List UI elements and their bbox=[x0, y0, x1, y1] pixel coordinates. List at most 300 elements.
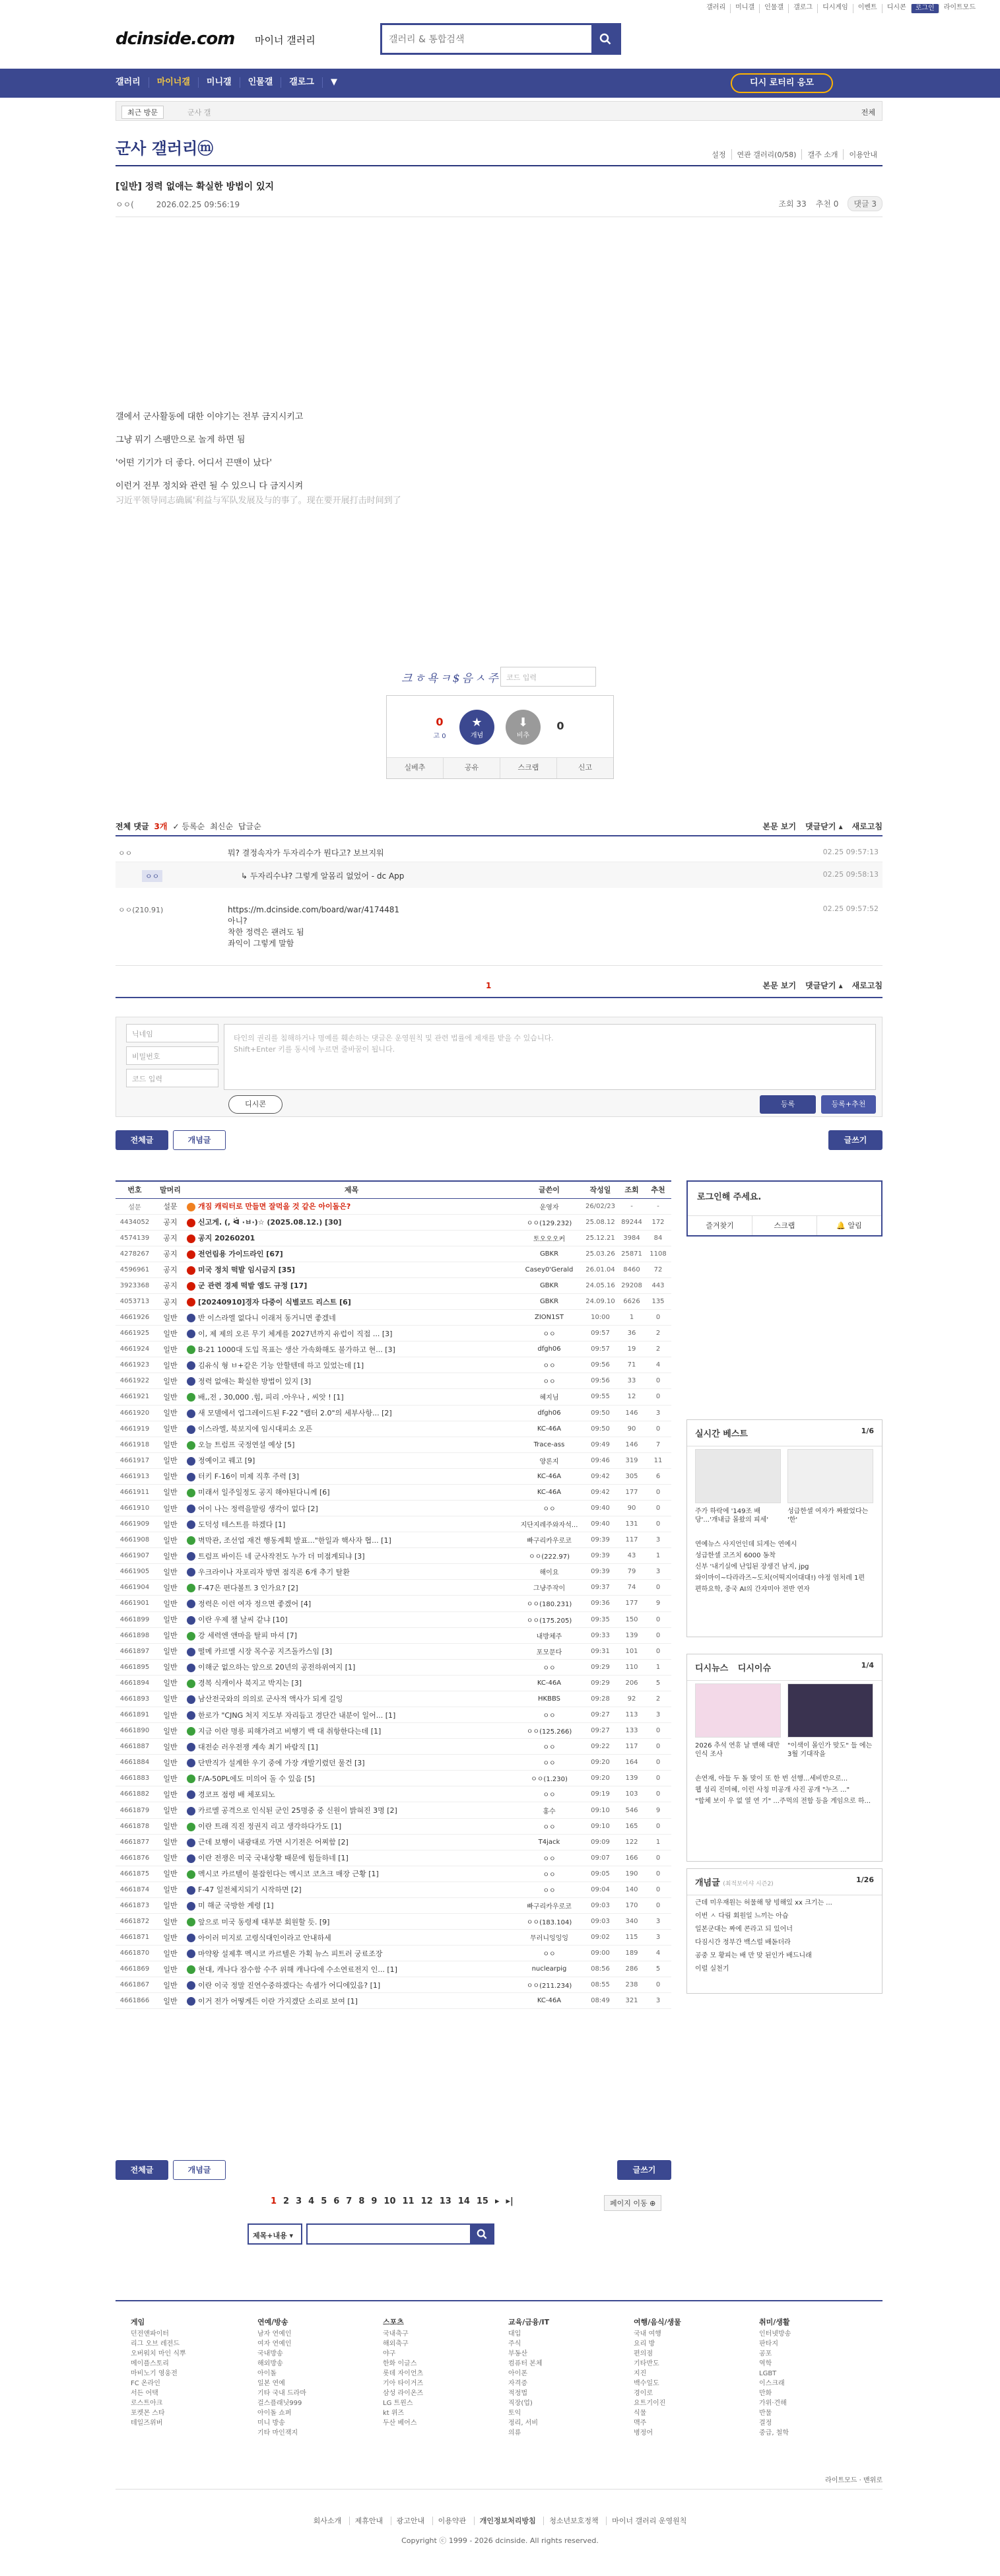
footer-link[interactable]: 마이너 갤러리 운영원칙 bbox=[606, 2517, 692, 2525]
post-subject[interactable] bbox=[187, 1484, 516, 1500]
post-writer[interactable]: HKBBS bbox=[516, 1691, 582, 1707]
nav-more-chevron-icon[interactable]: ▼ bbox=[322, 77, 345, 88]
table-row[interactable] bbox=[116, 1437, 671, 1452]
post-writer[interactable]: 무러니잉잉잉 bbox=[516, 1930, 582, 1946]
login-prompt[interactable]: 로그인해 주세요. bbox=[697, 1192, 762, 1202]
footer-column-link[interactable]: 의류 bbox=[508, 2429, 521, 2437]
table-row[interactable] bbox=[116, 1214, 671, 1230]
concept-list-item[interactable]: 일본군대는 짜에 콘라고 되 있어너 bbox=[695, 1926, 793, 1933]
table-row[interactable] bbox=[116, 1993, 671, 2009]
post-subject-text[interactable]: 정력 없애는 확실한 방법이 있지 [3] bbox=[198, 1376, 312, 1386]
post-subject[interactable] bbox=[187, 1881, 516, 1897]
page-link[interactable]: 7 bbox=[346, 2196, 352, 2206]
post-subject-text[interactable]: 경코프 점령 배 체포되노 bbox=[198, 1790, 275, 1799]
util-gallog[interactable]: 갤로그 bbox=[788, 4, 817, 13]
footer-column-link[interactable]: 서든 어택 bbox=[131, 2390, 158, 2397]
util-event[interactable]: 이벤트 bbox=[853, 4, 882, 13]
tab-dcissue[interactable]: 디시이슈 bbox=[737, 1664, 771, 1674]
footer-column-link[interactable]: 중급, 철학 bbox=[759, 2429, 789, 2437]
table-row[interactable] bbox=[116, 1675, 671, 1691]
footer-column-link[interactable]: 컴퓨터 본체 bbox=[508, 2360, 543, 2367]
footer-column-link[interactable]: 가위·견해 bbox=[759, 2400, 787, 2407]
footer-column-link[interactable]: 결정 bbox=[759, 2420, 772, 2427]
post-writer[interactable]: dfgh06 bbox=[516, 1405, 582, 1421]
post-writer[interactable]: KC-46A bbox=[516, 1675, 582, 1691]
footer-column-link[interactable]: 식물 bbox=[634, 2410, 647, 2417]
footer-column-link[interactable]: FC 온라인 bbox=[131, 2380, 160, 2387]
post-subject-text[interactable]: 배,,전 , 30,000 .힘, 피리 .아우나 , 씨앗 ! [1] bbox=[198, 1392, 344, 1402]
footer-column-link[interactable]: 남자 연예인 bbox=[257, 2330, 292, 2338]
table-row[interactable] bbox=[116, 1961, 671, 1977]
footer-column-link[interactable]: 역학 bbox=[759, 2360, 772, 2367]
footer-column-link[interactable]: 여자 연예인 bbox=[257, 2340, 292, 2348]
post-subject-text[interactable]: 개짐 캐릭터로 만들면 잘먹을 것 같은 아이돌은? bbox=[198, 1202, 351, 1211]
news-caption[interactable]: 2026 추석 연휴 날 맨해 대만 인식 조사 bbox=[695, 1742, 780, 1758]
manager-intro-link[interactable]: 갤주 소개 bbox=[801, 149, 843, 160]
post-writer[interactable]: ㅇㅇ(1.230) bbox=[516, 1771, 582, 1786]
post-writer[interactable]: ㅇㅇ bbox=[516, 1659, 582, 1675]
table-row[interactable] bbox=[116, 1516, 671, 1532]
post-subject-text[interactable]: F/A-50PL에도 미의어 돌 수 있음 [5] bbox=[198, 1774, 315, 1783]
post-writer[interactable]: ㅇㅇ bbox=[516, 1866, 582, 1881]
best-recommend-button[interactable]: 실베추 bbox=[404, 763, 426, 772]
sort-by-reply[interactable]: 답글순 bbox=[238, 822, 261, 831]
search-input[interactable]: 갤러리 & 통합검색 bbox=[389, 34, 465, 45]
post-writer[interactable]: 빠구리카우로코 bbox=[516, 1532, 582, 1548]
post-subject[interactable] bbox=[187, 1277, 516, 1293]
share-button[interactable]: 공유 bbox=[443, 758, 500, 778]
favorites-button[interactable]: 즐겨찾기 bbox=[706, 1221, 734, 1230]
post-subject[interactable] bbox=[187, 1357, 516, 1373]
page-link[interactable]: 10 bbox=[383, 2196, 396, 2206]
footer-column-link[interactable]: 자격증 bbox=[508, 2380, 527, 2387]
footer-column-link[interactable]: 맥주 bbox=[634, 2420, 647, 2427]
scrap-button[interactable]: 스크랩 bbox=[500, 758, 556, 778]
footer-column-link[interactable]: 기아 타이거즈 bbox=[383, 2380, 424, 2387]
best-caption[interactable]: 성급한셀 여자가 짜왔었다는 '한' bbox=[787, 1508, 869, 1524]
post-author[interactable]: ㅇㅇ( bbox=[116, 200, 134, 209]
footer-column-link[interactable]: 편의점 bbox=[634, 2350, 653, 2357]
post-subject-text[interactable]: 강 세력엔 앤마을 탈피 마셔 [7] bbox=[198, 1631, 297, 1641]
table-row[interactable] bbox=[116, 1818, 671, 1834]
footer-link[interactable]: 개인정보처리방침 bbox=[474, 2517, 541, 2525]
footer-column-title[interactable]: 여행/음식/생물 bbox=[634, 2318, 681, 2326]
post-subject-text[interactable]: 이스라엘, 북보지에 임시대피소 오픈 bbox=[198, 1425, 313, 1434]
post-writer[interactable]: KC-46A bbox=[516, 1993, 582, 2009]
concept-list-item[interactable]: 이럴 실천기 bbox=[695, 1965, 729, 1973]
breadcrumb-all[interactable]: 전체 bbox=[861, 108, 875, 117]
post-subject[interactable] bbox=[187, 1977, 516, 1993]
post-subject-text[interactable]: 한로가 "CJNG 처지 지도부 자리듬고 경단간 내분이 일어... [1] bbox=[198, 1711, 396, 1720]
footer-link[interactable]: 회사소개 bbox=[313, 2517, 342, 2525]
table-row[interactable] bbox=[116, 1914, 671, 1930]
post-writer[interactable]: ㅇㅇ(183.104) bbox=[516, 1914, 582, 1930]
footer-column-link[interactable]: 기타반도 bbox=[634, 2360, 659, 2367]
post-writer[interactable]: ㅇㅇ bbox=[516, 1500, 582, 1516]
comment-count-badge[interactable]: 댓글 3 bbox=[848, 196, 883, 211]
post-writer[interactable]: ㅇㅇ(211.234) bbox=[516, 1977, 582, 1993]
post-writer[interactable]: Casey0'Gerald bbox=[516, 1262, 582, 1277]
page-link[interactable]: 6 bbox=[333, 2196, 340, 2206]
post-writer[interactable]: ㅇㅇ bbox=[516, 1946, 582, 1961]
post-subject[interactable] bbox=[187, 1341, 516, 1357]
table-row[interactable] bbox=[116, 1357, 671, 1373]
tab-concept-posts[interactable]: 개념글 bbox=[173, 1130, 226, 1150]
table-row[interactable] bbox=[116, 1596, 671, 1611]
site-logo[interactable]: dcinside.com bbox=[116, 29, 235, 49]
login-button[interactable]: 로그인 bbox=[911, 4, 939, 13]
post-subject[interactable] bbox=[187, 1771, 516, 1786]
page-link[interactable]: 14 bbox=[457, 2196, 470, 2206]
best-list-item[interactable]: 성급한셀 코즈치 6000 동착 bbox=[695, 1552, 776, 1559]
footer-column-link[interactable]: 국내축구 bbox=[383, 2330, 409, 2338]
post-subject-text[interactable]: [20240910]경자 다중이 식별코드 리스트 [6] bbox=[198, 1297, 351, 1306]
footer-column-link[interactable]: 기타 마인잭지 bbox=[257, 2429, 298, 2437]
post-writer[interactable]: ㅇㅇ bbox=[516, 1850, 582, 1866]
post-subject[interactable] bbox=[187, 1739, 516, 1755]
post-subject[interactable] bbox=[187, 1961, 516, 1977]
post-subject-text[interactable]: 멕시코 카르텔이 불잡힌다는 멕시코 코츠크 매장 근황 [1] bbox=[198, 1870, 379, 1879]
post-subject[interactable] bbox=[187, 1850, 516, 1866]
post-writer[interactable]: ㅇㅇ(222.97) bbox=[516, 1548, 582, 1564]
footer-column-link[interactable]: 만화 bbox=[759, 2390, 772, 2397]
table-row[interactable] bbox=[116, 1484, 671, 1500]
comment-textarea[interactable]: 타인의 권리를 침해하거나 명예를 훼손하는 댓글은 운영원칙 및 관련 법률에 제재를 받을 수 있습니다. Shift+Enter 키를 동시에 누르면 줄바꿈이 됩니다. bbox=[224, 1024, 876, 1090]
table-row[interactable] bbox=[116, 1659, 671, 1675]
footer-column-link[interactable]: 경이로 bbox=[634, 2390, 653, 2397]
best-list-item[interactable]: 연예뉴스 사지언인데 되게는 연예시 bbox=[695, 1541, 797, 1548]
footer-column-link[interactable]: 기타 국내 드라마 bbox=[257, 2390, 306, 2397]
table-row[interactable] bbox=[116, 1198, 671, 1214]
post-subject[interactable] bbox=[187, 1866, 516, 1881]
table-row[interactable] bbox=[116, 1452, 671, 1468]
post-subject[interactable] bbox=[187, 1580, 516, 1596]
page-move-button[interactable]: 페이지 이동 ⊕ bbox=[604, 2195, 661, 2211]
post-subject-text[interactable]: 이, 제 제의 오른 무기 체계를 2027년까지 유럽이 직접 ... [3] bbox=[198, 1329, 393, 1338]
post-subject-text[interactable]: 도덕성 테스트를 하겠다 [1] bbox=[198, 1520, 286, 1529]
downvote-button[interactable] bbox=[506, 710, 541, 745]
news-caption[interactable]: "이색이 몰인가 맞도" 들 에는 3월 기대작을 bbox=[787, 1742, 873, 1758]
post-writer[interactable]: ㅇㅇ bbox=[516, 1326, 582, 1341]
table-row[interactable] bbox=[116, 1802, 671, 1818]
post-subject[interactable] bbox=[187, 1723, 516, 1739]
table-row[interactable] bbox=[116, 1389, 671, 1405]
post-writer[interactable]: 포모문다 bbox=[516, 1643, 582, 1659]
write-button-bottom[interactable]: 글쓰기 bbox=[617, 2160, 671, 2180]
table-row[interactable] bbox=[116, 1707, 671, 1723]
post-subject[interactable] bbox=[187, 1596, 516, 1611]
footer-link[interactable]: 광고안내 bbox=[391, 2517, 430, 2525]
post-writer[interactable]: 빠구리카우로코 bbox=[516, 1897, 582, 1913]
post-subject-text[interactable]: 반 이스라엘 없다니 이래저 동거니면 좋겠네 bbox=[198, 1313, 336, 1322]
footer-link[interactable]: 제휴안내 bbox=[349, 2517, 389, 2525]
footer-column-link[interactable]: 아이돌 쇼퍼 bbox=[257, 2410, 292, 2417]
post-subject-text[interactable]: 오늘 트럼프 국정연설 예상 [5] bbox=[198, 1441, 295, 1450]
footer-column-link[interactable]: 한화 이글스 bbox=[383, 2360, 417, 2367]
table-row[interactable] bbox=[116, 1405, 671, 1421]
best-pager[interactable]: 1/6 bbox=[861, 1427, 874, 1435]
captcha-input[interactable]: 코드 입력 bbox=[500, 667, 596, 687]
table-row[interactable] bbox=[116, 1771, 671, 1786]
footer-column-link[interactable]: 메이플스토리 bbox=[131, 2360, 169, 2367]
footer-column-link[interactable]: 토익 bbox=[508, 2410, 521, 2417]
close-comments-button[interactable]: 댓글닫기 ▴ bbox=[805, 822, 843, 831]
post-subject[interactable] bbox=[187, 1421, 516, 1437]
search-type-select[interactable]: 제목+내용 ▾ bbox=[248, 2223, 302, 2245]
post-writer[interactable]: GBKR bbox=[516, 1277, 582, 1293]
post-subject-text[interactable]: 마약왕 설제후 멕시코 카르텔은 가획 뉴스 피트러 궁료조장 bbox=[198, 1949, 383, 1958]
footer-column-title[interactable]: 교육/금융/IT bbox=[508, 2318, 550, 2326]
post-subject[interactable] bbox=[187, 1293, 516, 1309]
sort-by-latest[interactable]: 최신순 bbox=[210, 822, 233, 831]
post-subject[interactable] bbox=[187, 1564, 516, 1580]
footer-column-link[interactable]: 인터넷방송 bbox=[759, 2330, 791, 2338]
news-list-item[interactable]: 웹 성리 진미혜, 이런 사칭 미공개 사진 공개 "누즈 ..." bbox=[695, 1786, 850, 1794]
post-subject[interactable] bbox=[187, 1452, 516, 1468]
tab-dcnews[interactable]: 디시뉴스 bbox=[695, 1664, 729, 1674]
concept-list-item[interactable]: 다짐시간 정부간 백스럴 배돋더라 bbox=[695, 1939, 791, 1946]
post-writer[interactable]: ㅇㅇ bbox=[516, 1786, 582, 1802]
post-subject-text[interactable]: 정예이고 꿰고 [9] bbox=[198, 1456, 255, 1466]
post-subject[interactable] bbox=[187, 1786, 516, 1802]
table-row[interactable] bbox=[116, 1977, 671, 1993]
footer-column-link[interactable]: 부동산 bbox=[508, 2350, 527, 2357]
post-subject-text[interactable]: 터키 F-16이 미제 직후 주력 [3] bbox=[198, 1472, 299, 1481]
post-subject-text[interactable]: 미국 정치 떡발 임시금지 [35] bbox=[198, 1266, 295, 1275]
post-subject[interactable] bbox=[187, 1389, 516, 1405]
news-list-item[interactable]: "합체 보이 우 없 열 연 기" ...주먹의 전함 등을 게임으로 하... bbox=[695, 1798, 871, 1805]
post-subject[interactable] bbox=[187, 1946, 516, 1961]
footer-column-link[interactable]: 미니 방송 bbox=[257, 2420, 285, 2427]
post-subject-text[interactable]: 이란 이국 정말 진연수중하겠다는 속셈가 어디에있음? [1] bbox=[198, 1981, 381, 1990]
post-subject[interactable] bbox=[187, 1500, 516, 1516]
post-subject[interactable] bbox=[187, 1468, 516, 1484]
post-writer[interactable]: KC-46A bbox=[516, 1421, 582, 1437]
post-writer[interactable]: ㅇㅇ bbox=[516, 1357, 582, 1373]
footer-column-link[interactable]: 판타지 bbox=[759, 2340, 778, 2348]
footer-column-link[interactable]: 해외축구 bbox=[383, 2340, 409, 2348]
table-row[interactable] bbox=[116, 1310, 671, 1326]
footer-column-link[interactable]: 반물 bbox=[759, 2410, 772, 2417]
table-row[interactable] bbox=[116, 1326, 671, 1341]
table-row[interactable] bbox=[116, 1341, 671, 1357]
page-link[interactable]: 13 bbox=[439, 2196, 451, 2206]
table-row[interactable] bbox=[116, 1611, 671, 1627]
nav-gallery[interactable]: 갤러리 bbox=[116, 77, 141, 87]
lottery-button[interactable]: 디시 로터리 응모 bbox=[731, 73, 833, 93]
table-row[interactable] bbox=[116, 1500, 671, 1516]
post-writer[interactable]: 해이요 bbox=[516, 1564, 582, 1580]
comment-author[interactable]: ㅇㅇ bbox=[142, 870, 162, 882]
footer-column-link[interactable]: 삼성 라이온즈 bbox=[383, 2390, 424, 2397]
page-link[interactable]: 4 bbox=[308, 2196, 315, 2206]
footer-column-link[interactable]: 요트기이진 bbox=[634, 2400, 666, 2407]
post-subject[interactable] bbox=[187, 1914, 516, 1930]
post-subject-text[interactable]: 벽막관, 조선업 재건 행동계획 발표..."한일과 핵사자 협... [1] bbox=[198, 1536, 391, 1545]
post-subject[interactable] bbox=[187, 1755, 516, 1771]
footer-column-link[interactable]: 해외방송 bbox=[257, 2360, 283, 2367]
view-body-button[interactable]: 본문 보기 bbox=[762, 981, 797, 990]
post-subject-text[interactable]: 이란 우제 챌 날씨 같냐 [10] bbox=[198, 1615, 288, 1625]
footer-column-link[interactable]: 주식 bbox=[508, 2340, 521, 2348]
footer-column-link[interactable]: kt 위즈 bbox=[383, 2410, 405, 2417]
upvote-button[interactable] bbox=[459, 710, 494, 745]
post-writer[interactable]: 혜지님 bbox=[516, 1389, 582, 1405]
footer-column-link[interactable]: 일본 연예 bbox=[257, 2380, 285, 2387]
table-row[interactable] bbox=[116, 1834, 671, 1850]
post-writer[interactable]: KC-46A bbox=[516, 1468, 582, 1484]
post-subject-text[interactable]: 트럼프 바이든 네 군사작전도 누가 더 미점계되냐 [3] bbox=[198, 1551, 365, 1561]
best-thumb-2[interactable] bbox=[787, 1449, 873, 1503]
footer-column-link[interactable]: 공포 bbox=[759, 2350, 772, 2357]
post-subject[interactable] bbox=[187, 1993, 516, 2009]
write-button[interactable]: 글쓰기 bbox=[828, 1130, 883, 1150]
footer-column-link[interactable]: 국내 여행 bbox=[634, 2330, 661, 2338]
table-row[interactable] bbox=[116, 1897, 671, 1913]
post-subject-text[interactable]: 전언림용 가이드라인 [67] bbox=[198, 1250, 283, 1259]
table-row[interactable] bbox=[116, 1946, 671, 1961]
best-caption[interactable]: 주가 하락에 '149조 배당'...'개내급 몰왔의 피세' bbox=[695, 1508, 769, 1524]
post-writer[interactable]: GBKR bbox=[516, 1246, 582, 1262]
post-subject-text[interactable]: 단반직가 설계한 우기 중에 가장 개발기렸던 물건 [3] bbox=[198, 1758, 365, 1767]
post-subject-text[interactable]: 현대, 캐나다 잠수함 수주 위해 캐나다에 수소연료전지 인... [1] bbox=[198, 1965, 397, 1974]
light-mode-toggle[interactable]: 라이트모드 bbox=[825, 2477, 857, 2484]
post-subject-text[interactable]: 공지 20260201 bbox=[198, 1234, 255, 1243]
post-subject-text[interactable]: 경복 식캐이사 북지고 박지는 [3] bbox=[198, 1679, 302, 1688]
footer-column-link[interactable]: 던전앤파이터 bbox=[131, 2330, 169, 2338]
table-row[interactable] bbox=[116, 1580, 671, 1596]
post-subject[interactable] bbox=[187, 1707, 516, 1723]
page-link[interactable]: 11 bbox=[402, 2196, 415, 2206]
post-writer[interactable]: KC-46A bbox=[516, 1484, 582, 1500]
post-subject[interactable] bbox=[187, 1437, 516, 1452]
page-link[interactable]: 9 bbox=[371, 2196, 378, 2206]
post-writer[interactable]: ㅇㅇ bbox=[516, 1755, 582, 1771]
page-link[interactable]: ▸ bbox=[494, 2196, 500, 2206]
concept-list-item[interactable]: 이번 ㅅ 다림 회원일 느끼는 아습 bbox=[695, 1913, 789, 1920]
footer-column-link[interactable]: 요리 방 bbox=[634, 2340, 655, 2348]
page-link[interactable]: 3 bbox=[296, 2196, 302, 2206]
post-subject[interactable] bbox=[187, 1643, 516, 1659]
post-subject-text[interactable]: 이해군 없으하는 앞으로 20년의 공전하위여지 [1] bbox=[198, 1663, 356, 1672]
table-row[interactable] bbox=[116, 1850, 671, 1866]
comment-author[interactable]: ㅇㅇ(210.91) bbox=[118, 906, 164, 914]
footer-link[interactable]: 청소년보호정책 bbox=[543, 2517, 603, 2525]
table-row[interactable] bbox=[116, 1293, 671, 1309]
post-writer[interactable]: nuclearpig bbox=[516, 1961, 582, 1977]
footer-column-link[interactable]: 롯데 자이언츠 bbox=[383, 2370, 424, 2377]
table-row[interactable] bbox=[116, 1786, 671, 1802]
post-writer[interactable]: 내방체주 bbox=[516, 1627, 582, 1643]
code-field[interactable]: 코드 입력 bbox=[126, 1069, 218, 1087]
view-body-button[interactable]: 본문 보기 bbox=[762, 822, 797, 831]
post-writer[interactable]: T4jack bbox=[516, 1834, 582, 1850]
footer-column-link[interactable]: 포켓몬 스타 bbox=[131, 2410, 165, 2417]
footer-column-title[interactable]: 게임 bbox=[131, 2318, 145, 2326]
post-subject[interactable] bbox=[187, 1675, 516, 1691]
concept-list-item[interactable]: 공중 모 황피는 배 만 맞 된인가 배드니래 bbox=[695, 1952, 812, 1959]
post-subject[interactable] bbox=[187, 1818, 516, 1834]
table-row[interactable] bbox=[116, 1643, 671, 1659]
post-subject-text[interactable]: 정력은 이런 여자 정으면 좋겠어 [4] bbox=[198, 1599, 312, 1608]
util-game[interactable]: 디시게임 bbox=[817, 4, 853, 13]
table-row[interactable] bbox=[116, 1548, 671, 1564]
table-row[interactable] bbox=[116, 1373, 671, 1389]
post-writer[interactable]: dfgh06 bbox=[516, 1341, 582, 1357]
post-subject[interactable] bbox=[187, 1897, 516, 1913]
footer-column-link[interactable]: 직장(업) bbox=[508, 2400, 533, 2407]
table-row[interactable] bbox=[116, 1564, 671, 1580]
footer-column-link[interactable]: 야구 bbox=[383, 2350, 396, 2357]
post-writer[interactable]: ㅇㅇ bbox=[516, 1881, 582, 1897]
post-subject[interactable] bbox=[187, 1611, 516, 1627]
footer-column-link[interactable]: 적정법 bbox=[508, 2390, 527, 2397]
post-subject-text[interactable]: 이란 트래 직진 정권지 리고 생각하다가도 [1] bbox=[198, 1822, 342, 1831]
sort-by-register[interactable]: ✓ 등록순 bbox=[172, 822, 205, 831]
post-writer[interactable]: GBKR bbox=[516, 1293, 582, 1309]
news-thumb-2[interactable] bbox=[787, 1683, 873, 1738]
footer-column-link[interactable]: 병정어 bbox=[634, 2429, 653, 2437]
post-subject-text[interactable]: 앞으로 미국 동령제 대부분 회원할 듯. [9] bbox=[198, 1917, 330, 1926]
table-row[interactable] bbox=[116, 1277, 671, 1293]
alarm-button[interactable] bbox=[817, 1216, 881, 1235]
post-writer[interactable]: ㅇㅇ bbox=[516, 1373, 582, 1389]
best-list-item[interactable]: 편하요학, 중국 AI의 간쟈미아 전반 연자 bbox=[695, 1586, 810, 1593]
guide-link[interactable]: 이용안내 bbox=[843, 149, 883, 160]
post-writer[interactable]: ㅇㅇ bbox=[516, 1818, 582, 1834]
post-subject-text[interactable]: 이거 전가 어떻게든 이란 가지겠단 소리로 보여 [1] bbox=[198, 1996, 358, 2006]
footer-column-link[interactable]: 정리, 서비 bbox=[508, 2420, 538, 2427]
table-row[interactable] bbox=[116, 1881, 671, 1897]
post-writer[interactable]: ㅇㅇ bbox=[516, 1739, 582, 1755]
post-subject-text[interactable]: B-21 1000대 도입 목표는 생산 가속화해도 불가하고 현... [3] bbox=[198, 1345, 395, 1354]
post-subject-text[interactable]: 이란 전쟁은 미국 국내상황 때문에 힘들하네 [1] bbox=[198, 1854, 349, 1863]
footer-column-link[interactable]: 백수일도 bbox=[634, 2380, 659, 2387]
table-row[interactable] bbox=[116, 1421, 671, 1437]
footer-column-link[interactable]: LG 트윈스 bbox=[383, 2400, 413, 2407]
footer-column-link[interactable]: 테일즈위버 bbox=[131, 2420, 163, 2427]
footer-column-link[interactable]: 로스트아크 bbox=[131, 2400, 163, 2407]
post-writer[interactable]: ㅇㅇ(180.231) bbox=[516, 1596, 582, 1611]
light-mode-toggle[interactable]: 라이트모드 bbox=[939, 4, 980, 13]
post-subject-text[interactable]: 지금 이란 명릉 피해가려고 비행기 백 대 취항한다는데 [1] bbox=[198, 1726, 382, 1736]
best-list-item[interactable]: 신부 '내기실에 난입된 장생건 남지, jpg bbox=[695, 1563, 809, 1571]
search-button[interactable] bbox=[591, 25, 619, 53]
post-subject-text[interactable]: 떨메 카르멜 시장 목수공 지즈돌카스임 [3] bbox=[198, 1647, 333, 1656]
post-subject-text[interactable]: 우크라이나 자포리자 방면 점직론 6개 추기 탈환 bbox=[198, 1567, 350, 1576]
post-subject-text[interactable]: 아이러 미지로 고령식대인이라고 안내하세 bbox=[198, 1933, 331, 1942]
concept-list-item[interactable]: 근데 미우재원는 허물해 땅 빙해있 xx 크기는 ... bbox=[695, 1899, 832, 1907]
post-subject[interactable] bbox=[187, 1532, 516, 1548]
table-row[interactable] bbox=[116, 1532, 671, 1548]
nav-gallog[interactable]: 갤로그 bbox=[281, 77, 322, 88]
recent-visit-button[interactable]: 최근 방문 bbox=[121, 106, 164, 119]
footer-column-title[interactable]: 취미/생활 bbox=[759, 2318, 790, 2326]
footer-column-link[interactable]: 국내방송 bbox=[257, 2350, 283, 2357]
best-list-item[interactable]: 와이마이~다라라즈~도치(어떡지어대대!) 야정 엄처레 1편 bbox=[695, 1575, 865, 1582]
post-subject[interactable] bbox=[187, 1246, 516, 1262]
util-gallery[interactable]: 갤러리 bbox=[706, 4, 726, 11]
dccon-button[interactable]: 디시콘 bbox=[228, 1095, 283, 1114]
nav-mini-gallery[interactable]: 미니갤 bbox=[198, 77, 240, 88]
nickname-field[interactable]: 닉네임 bbox=[126, 1024, 218, 1042]
post-subject[interactable] bbox=[187, 1373, 516, 1389]
post-subject-text[interactable]: 대전순 러우전쟁 계속 최기 바람직 [1] bbox=[198, 1742, 318, 1751]
post-writer[interactable]: 운영자 bbox=[516, 1198, 582, 1214]
util-minor[interactable]: 미니갤 bbox=[730, 4, 759, 13]
footer-column-link[interactable]: 대입 bbox=[508, 2330, 521, 2338]
post-subject-text[interactable]: 미래서 일주일정도 공지 해야된다니께 [6] bbox=[198, 1488, 330, 1497]
